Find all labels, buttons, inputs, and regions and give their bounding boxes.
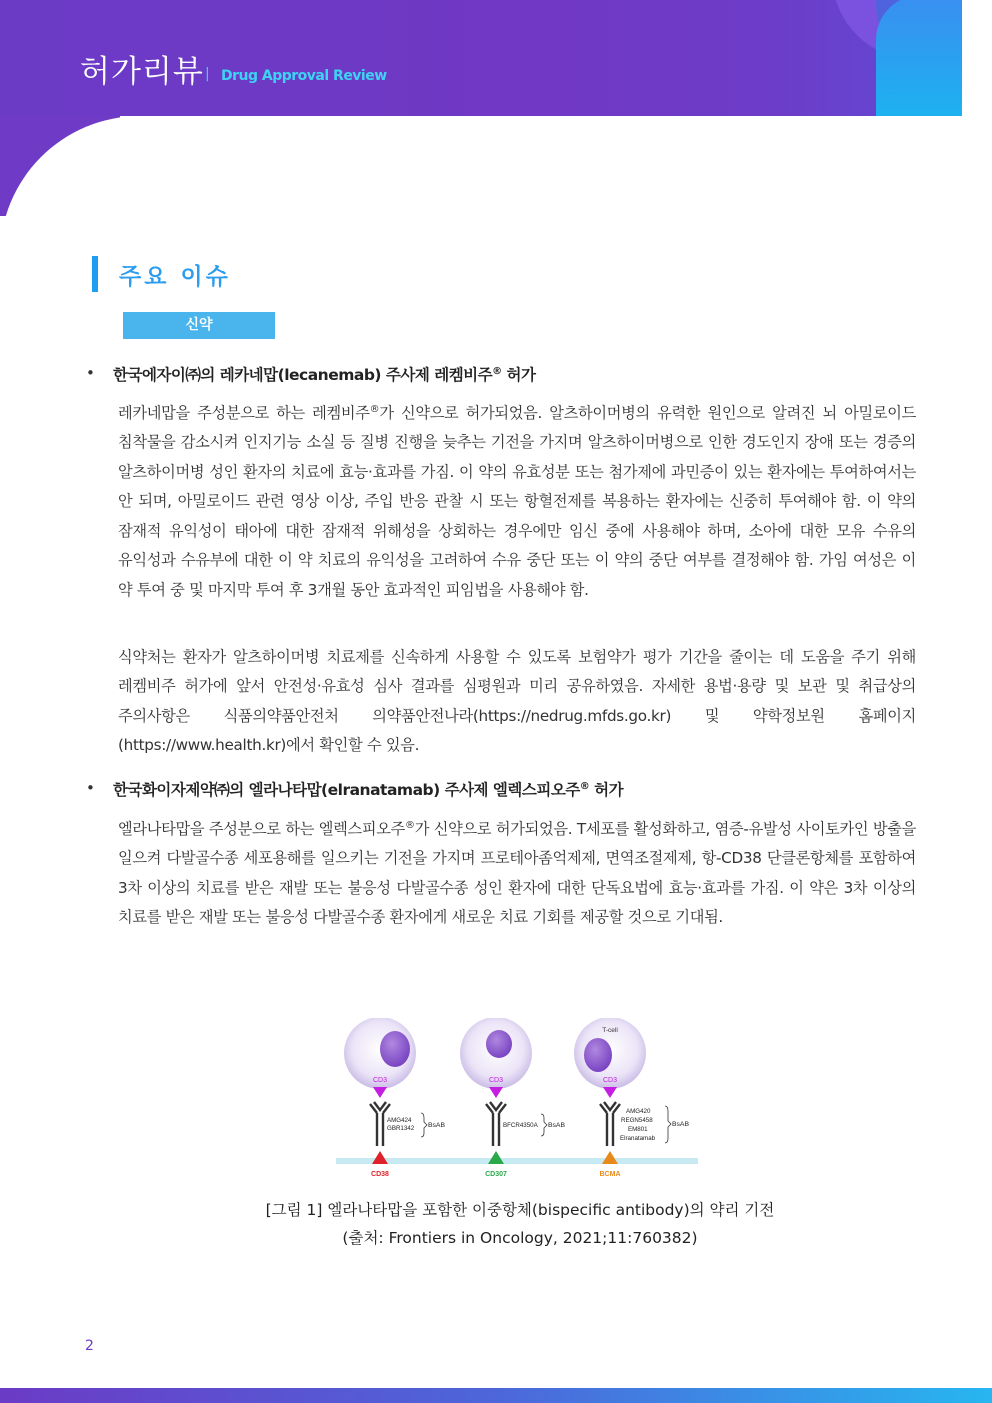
membrane (336, 1158, 698, 1164)
cd3-label: CD3 (372, 1077, 388, 1084)
cd3-label: CD3 (602, 1077, 618, 1084)
bsab-label: BsAB (548, 1122, 565, 1129)
bullet-icon: • (86, 779, 95, 797)
bracket (421, 1113, 427, 1137)
drug-label: GBR1342 (387, 1125, 415, 1132)
nucleus (486, 1030, 512, 1058)
drug-label: AMG424 (387, 1117, 412, 1124)
nucleus (584, 1038, 612, 1072)
section-accent-bar (92, 256, 98, 292)
header-separator: | (205, 66, 210, 82)
bracket (541, 1114, 547, 1136)
header-decoration (876, 0, 962, 116)
item-title-text: 한국화이자제약㈜의 엘라나타맙(elranatamab) 주사제 엘렉스피오주 (113, 781, 580, 799)
item-title-tail: 허가 (589, 781, 624, 799)
header-title: 허가리뷰 (80, 54, 204, 90)
drug-label: EM801 (628, 1126, 648, 1133)
receptor-marker (488, 1151, 504, 1164)
cd3-marker (373, 1087, 387, 1098)
paragraph-text: 엘라나타맙을 주성분으로 하는 엘렉스피오주 (118, 820, 406, 839)
item-paragraph (118, 395, 916, 605)
item-title (113, 363, 535, 385)
header-banner (0, 0, 962, 116)
paragraph-text: 식약처는 환자가 알츠하이머병 치료제를 신속하게 사용할 수 있도록 보험약가 평가 기간을 줄이는 데 도움을 주기 위해 레켐비주 허가에 앞서 안전성·유효성 심사 결과를 심평원과 미리 공유하였음. 자세한 용법·용량 및 보관 및 취급상의 주의사항은 식품의약품안전처 의약품안전나라(https://nedrug.mfds.go.kr) 및 약학정보원 홈페이지(https://www.health.kr)에서 확인할 수 있음. (118, 648, 916, 755)
item-title-text: 한국에자이㈜의 레카네맙(lecanemab) 주사제 레켐비주 (113, 366, 493, 384)
t-cell-1 (344, 1018, 445, 1178)
paragraph-text: 가 신약으로 허가되었음. 알츠하이머병의 유력한 원인으로 알려진 뇌 아밀로이드 침착물을 감소시켜 인지기능 소실 등 질병 진행을 늦추는 기전을 가지며 알츠하이머병으로 인한 경도인지 장애 또는 경증의 알츠하이머병 성인 환자의 치료에 효능·효과를 가짐. 이 약의 유효성분 또는 첨가제에 과민증이 있는 환자에는 투여하여서는 안 되며, 아밀로이드 관련 영상 이상, 주입 반응 관찰 시 또는 항혈전제를 복용하는 환자에는 신중히 투여해야 함. 이 약의 잠재적 유익성이 태아에 대한 잠재적 위해성을 상회하는 경우에만 임신 중에 사용해야 하며, 소아에 대한 모유 수유의 유익성과 수유부에 대한 이 약 치료의 유익성을 고려하여 수유 중단 또는 이 약의 중단 여부를 결정해야 함. 가임 여성은 이 약 투여 중 및 마지막 투여 후 3개월 동안 효과적인 피임법을 사용해야 함. (118, 404, 916, 599)
cd3-marker (489, 1087, 503, 1098)
receptor-marker (372, 1151, 388, 1164)
t-cell-3 (574, 1018, 689, 1178)
drug-label: Elranatamab (620, 1135, 656, 1142)
bsab-label: BsAB (672, 1121, 689, 1128)
paragraph-text: 가 신약으로 허가되었음. T세포를 활성화하고, 염증-유발성 사이토카인 방출을 일으켜 다발골수종 세포용해를 일으키는 기전을 가지며 프로테아좀억제제, 면역조절제제, 항-CD38 단클론항체를 포함하여 3차 이상의 치료를 받은 재발 또는 불응성 다발골수종 성인 환자에 대한 단독요법에 효능·효과를 가짐. 이 약은 3차 이상의 치료를 받은 재발 또는 불응성 다발골수종 환자에게 새로운 치료 기회를 제공할 것으로 기대됨. (118, 820, 916, 927)
item-paragraph (118, 811, 916, 933)
item-title-tail: 허가 (501, 366, 536, 384)
receptor-label: CD38 (371, 1171, 389, 1178)
cd3-label: CD3 (488, 1077, 504, 1084)
nucleus (380, 1031, 410, 1067)
page-number: 2 (85, 1338, 94, 1354)
bispecific-antibody-figure (336, 1018, 700, 1186)
footer-bar (0, 1388, 992, 1403)
registered-mark: ® (405, 820, 415, 831)
receptor-marker (602, 1151, 618, 1164)
receptor-label: CD307 (485, 1171, 507, 1178)
figure-caption (0, 1196, 992, 1252)
drug-label: AMG420 (626, 1108, 651, 1115)
caption-title: [그림 1] 엘라나타맙을 포함한 이중항체(bispecific antibody)의 약리 기전 (265, 1201, 775, 1219)
paragraph-text: 레카네맙을 주성분으로 하는 레켐비주 (118, 404, 370, 423)
registered-mark: ® (369, 404, 380, 415)
registered-mark: ® (579, 780, 590, 792)
bullet-icon: • (86, 364, 95, 382)
tcell-label: T-cell (602, 1027, 618, 1034)
drug-label: REGN5458 (621, 1117, 653, 1124)
bsab-label: BsAB (428, 1122, 445, 1129)
antibody-icon (600, 1102, 620, 1146)
item-title (113, 778, 623, 800)
section-title: 주요 이슈 (119, 264, 231, 290)
antibody-icon (370, 1102, 390, 1146)
registered-mark: ® (492, 365, 502, 377)
bracket (665, 1106, 671, 1143)
receptor-label: BCMA (599, 1171, 621, 1178)
caption-source: (출처: Frontiers in Oncology, 2021;11:760382) (342, 1229, 698, 1247)
category-chip: 신약 (123, 312, 275, 339)
drug-label: BFCR4350A (503, 1122, 538, 1129)
item-paragraph (118, 643, 916, 761)
header-subtitle: Drug Approval Review (221, 68, 387, 84)
t-cell-2 (460, 1018, 565, 1178)
cd3-marker (603, 1087, 617, 1098)
